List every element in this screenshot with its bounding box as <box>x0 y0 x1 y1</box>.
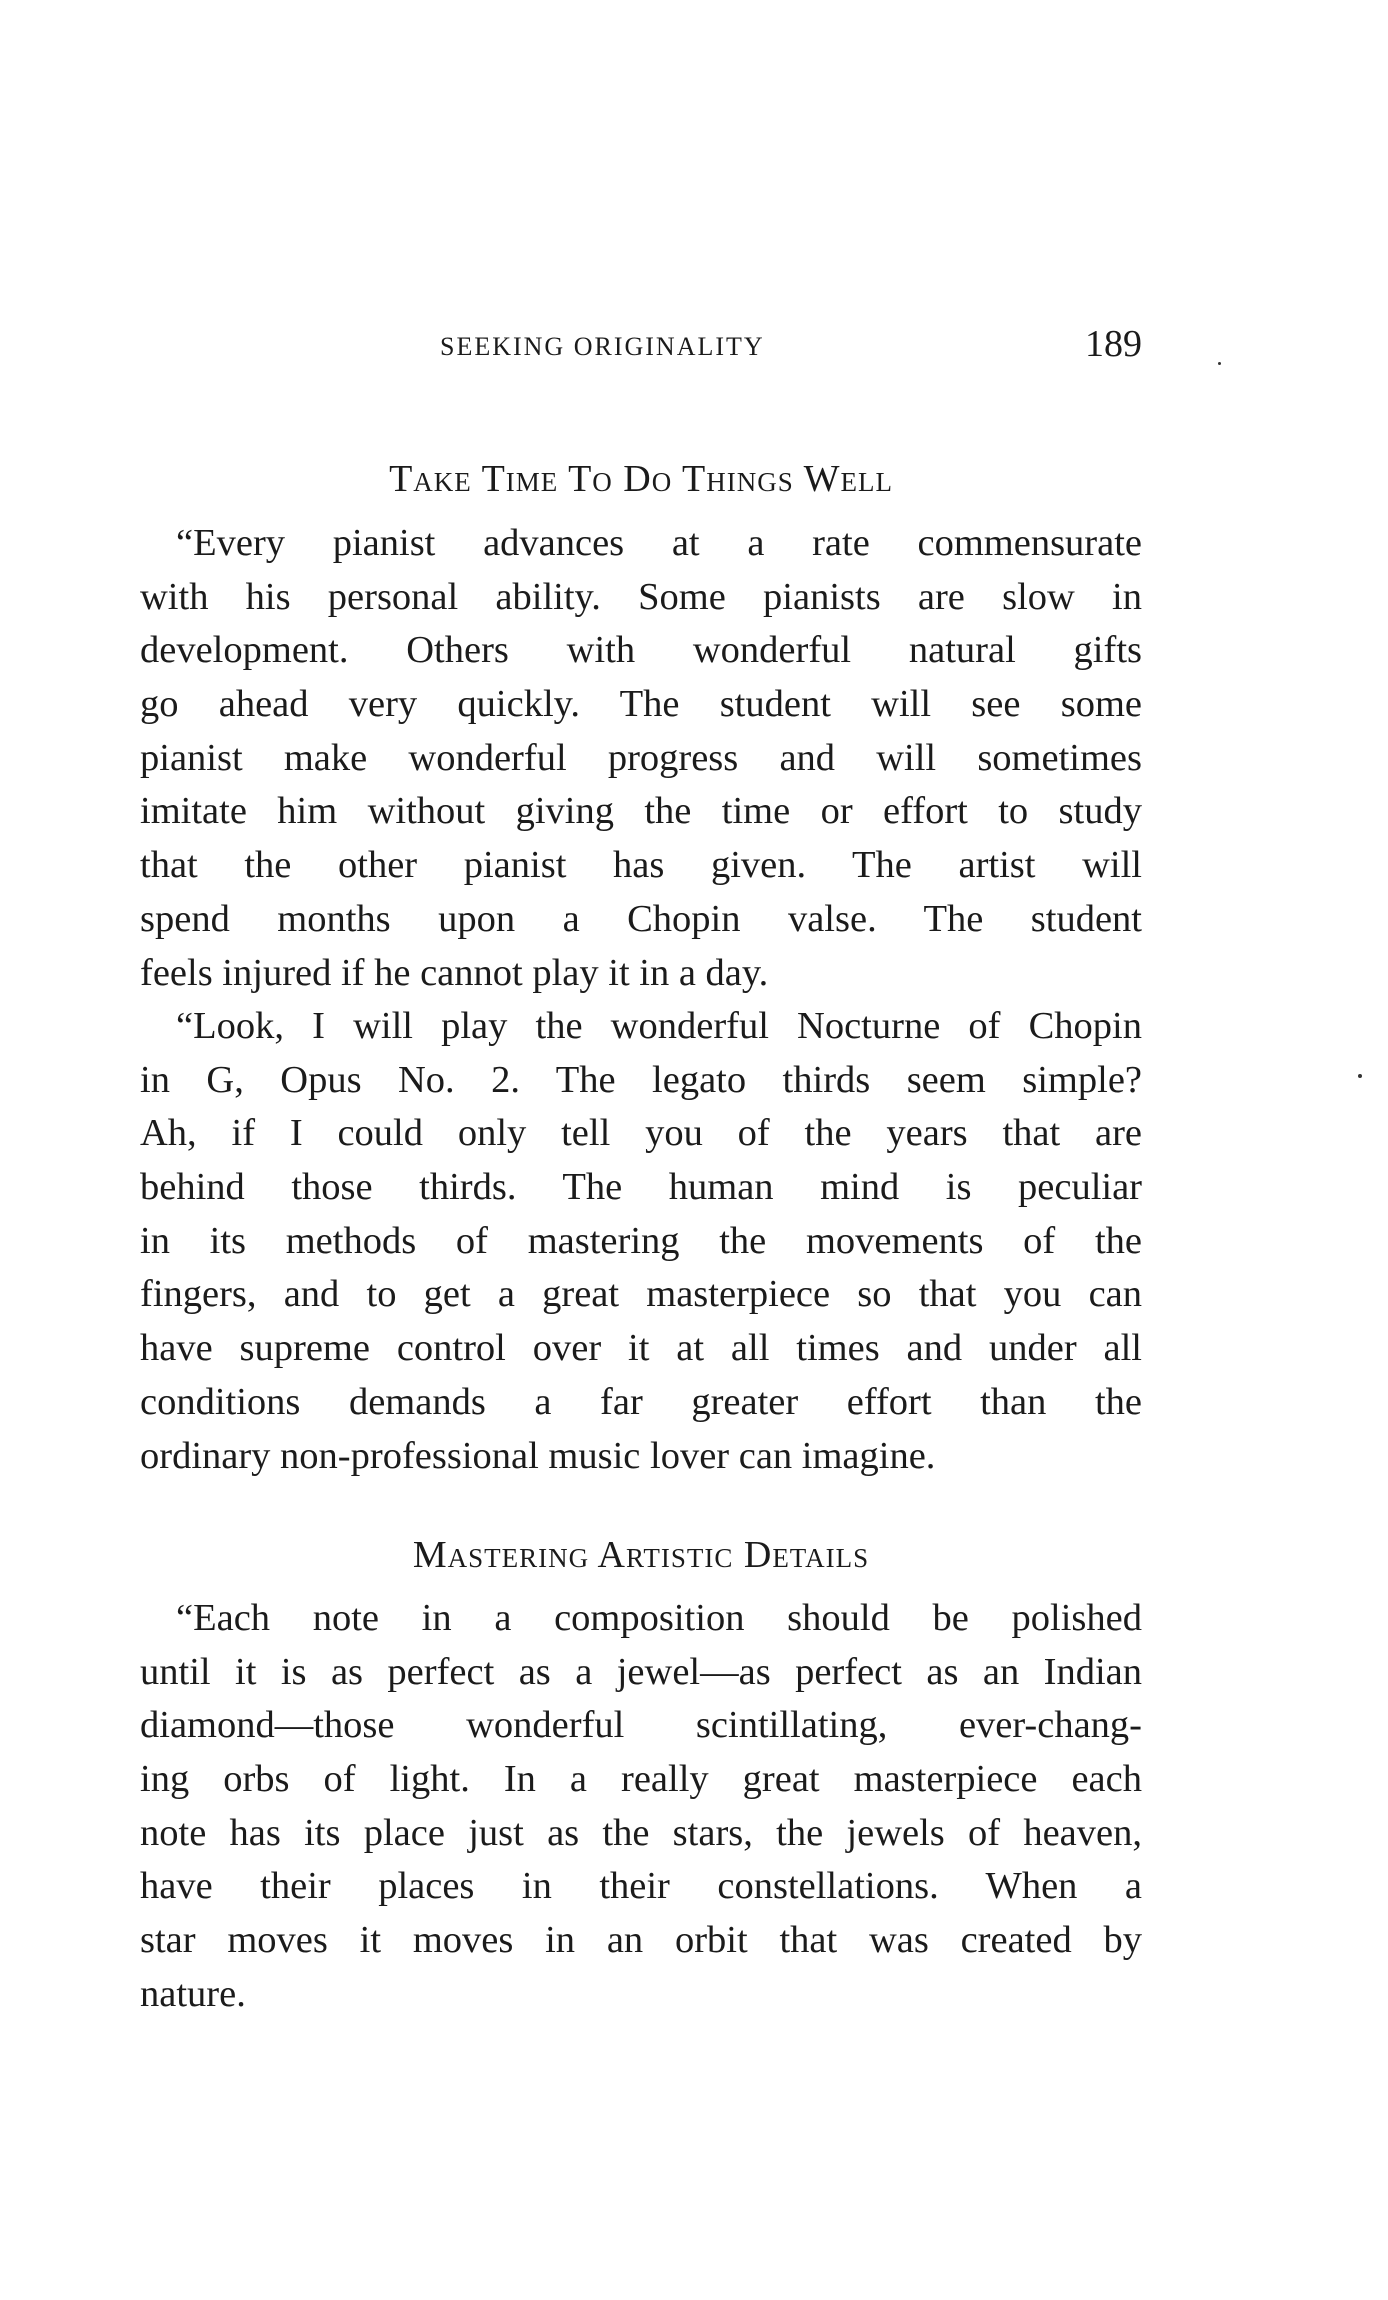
text-line: in G, Opus No. 2. The legato thirds seem simple? <box>140 1058 1142 1101</box>
margin-speck <box>1358 1074 1362 1078</box>
section-heading: Take Time To Do Things Well <box>389 458 893 500</box>
text-line: in its methods of mastering the movements of the <box>140 1219 1142 1262</box>
running-head <box>140 322 1142 372</box>
text-line: ing orbs of light. In a really great masterpiece each <box>140 1758 1142 1801</box>
text-line: diamond—those wonderful scintillating, ever-chang- <box>140 1704 1142 1747</box>
text-line: have supreme control over it at all times and under all <box>140 1327 1142 1370</box>
text-line: note has its place just as the stars, the jewels of heaven, <box>140 1811 1142 1854</box>
text-line: that the other pianist has given. The artist will <box>140 844 1142 887</box>
margin-speck <box>1218 362 1221 365</box>
text-line: “Each note in a composition should be polished <box>176 1597 1142 1639</box>
text-line: ordinary non-professional music lover can imagine. <box>140 1434 936 1477</box>
text-line: behind those thirds. The human mind is peculiar <box>140 1166 1142 1209</box>
text-line: spend months upon a Chopin valse. The student <box>140 897 1142 940</box>
paragraph <box>140 1592 1142 2022</box>
text-line: development. Others with wonderful natural gifts <box>140 629 1142 672</box>
text-line: pianist make wonderful progress and will sometimes <box>140 736 1142 779</box>
text-line: “Look, I will play the wonderful Nocturne of Chopin <box>176 1005 1142 1047</box>
text-line: Ah, if I could only tell you of the years that are <box>140 1112 1142 1155</box>
text-line: with his personal ability. Some pianists are slow in <box>140 575 1142 618</box>
text-line: go ahead very quickly. The student will see some <box>140 683 1142 726</box>
text-line: star moves it moves in an orbit that was created by <box>140 1919 1142 1962</box>
section-heading: Mastering Artistic Details <box>412 1534 870 1576</box>
page-number: 189 <box>1085 323 1142 365</box>
text-line: conditions demands a far greater effort than the <box>140 1380 1142 1423</box>
paragraph <box>140 1000 1142 1483</box>
text-line: feels injured if he cannot play it in a day. <box>140 951 769 994</box>
text-line: fingers, and to get a great masterpiece so that you can <box>140 1273 1142 1316</box>
paragraph <box>140 517 1142 1000</box>
text-line: “Every pianist advances at a rate commensurate <box>176 522 1142 564</box>
text-line: imitate him without giving the time or effort to study <box>140 790 1142 833</box>
text-line: until it is as perfect as a jewel—as perfect as an Indian <box>140 1650 1142 1693</box>
running-title: SEEKING ORIGINALITY <box>440 332 765 361</box>
text-line: nature. <box>140 1972 246 2015</box>
text-line: have their places in their constellations. When a <box>140 1865 1142 1908</box>
